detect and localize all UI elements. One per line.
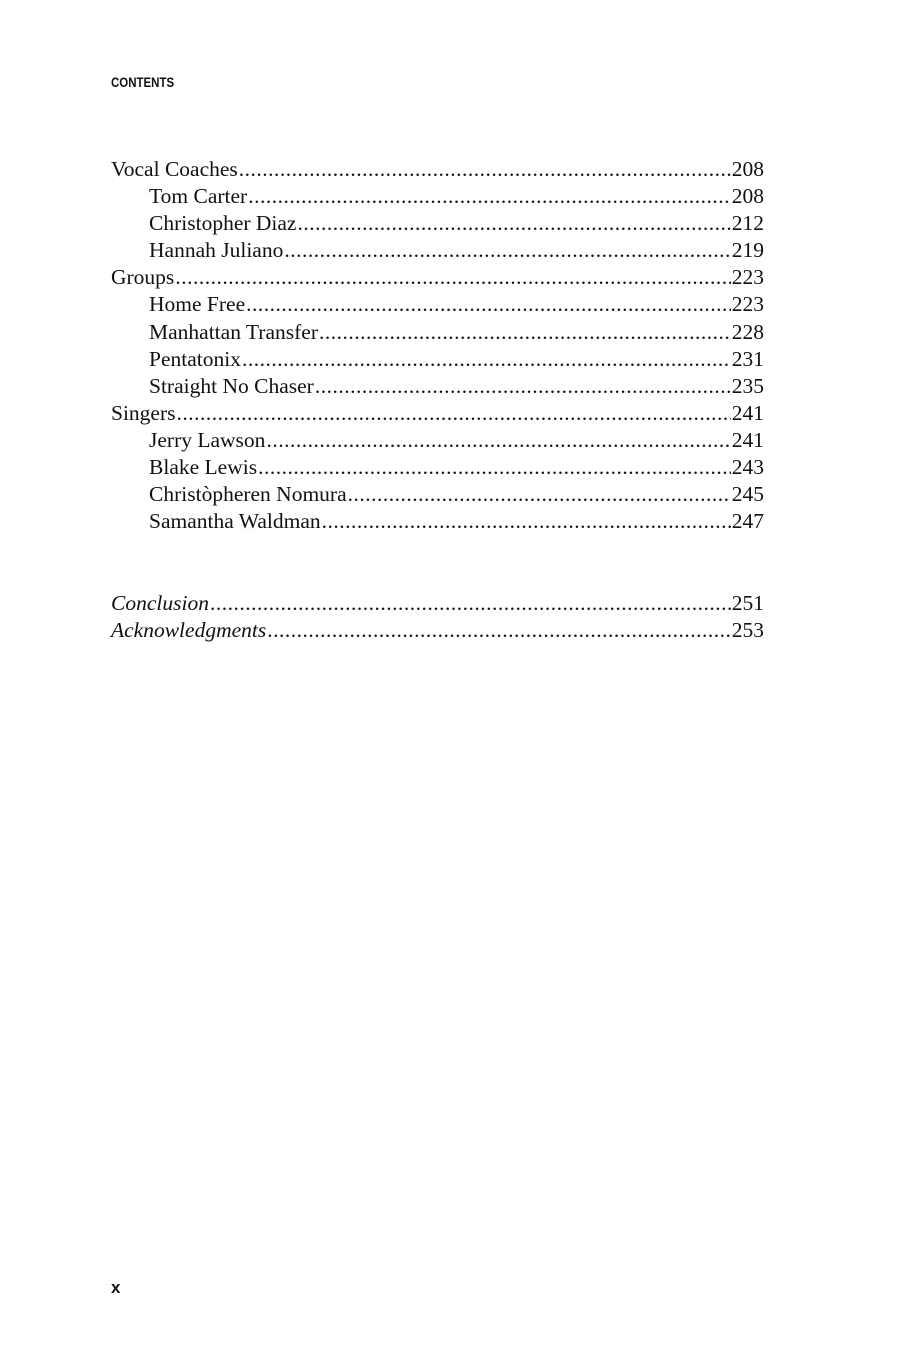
toc-entry-title: Christopher Diaz bbox=[149, 211, 297, 236]
dot-leader bbox=[348, 481, 731, 508]
toc-entry-page: 247 bbox=[731, 509, 764, 534]
toc-entry-page: 241 bbox=[731, 427, 764, 452]
toc-entry-tom-carter bbox=[111, 183, 764, 210]
toc-entry-title: Manhattan Transfer bbox=[149, 319, 318, 344]
toc-back-matter-section bbox=[111, 590, 764, 644]
toc-entry-page: 253 bbox=[731, 618, 764, 643]
toc-entry-singers bbox=[111, 400, 764, 427]
dot-leader bbox=[175, 264, 730, 291]
toc-entry-manhattan-transfer bbox=[111, 319, 764, 346]
toc-entry-christopheren-nomura bbox=[111, 481, 764, 508]
toc-entry-jerry-lawson bbox=[111, 427, 764, 454]
toc-entry-title: Hannah Juliano bbox=[149, 238, 284, 263]
toc-entry-christopher-diaz bbox=[111, 210, 764, 237]
toc-entry-page: 219 bbox=[731, 238, 764, 263]
toc-entry-straight-no-chaser bbox=[111, 373, 764, 400]
toc-entry-page: 231 bbox=[731, 346, 764, 371]
toc-entry-conclusion bbox=[111, 590, 764, 617]
toc-entry-page: 243 bbox=[731, 455, 764, 480]
toc-entry-page: 223 bbox=[731, 265, 764, 290]
toc-entry-title: Groups bbox=[111, 265, 175, 290]
running-head: CONTENTS bbox=[111, 74, 175, 90]
dot-leader bbox=[246, 291, 731, 318]
toc-entry-acknowledgments bbox=[111, 617, 764, 644]
toc-entry-title: Singers bbox=[111, 400, 176, 425]
toc-entry-page: 208 bbox=[731, 157, 764, 181]
dot-leader bbox=[258, 454, 731, 481]
page-folio: x bbox=[111, 1278, 121, 1297]
toc-entry-page: 245 bbox=[731, 482, 764, 507]
toc-entry-page: 223 bbox=[731, 292, 764, 317]
dot-leader bbox=[177, 400, 731, 427]
dot-leader bbox=[322, 508, 731, 535]
toc-entry-blake-lewis bbox=[111, 454, 764, 481]
toc-entry-title: Home Free bbox=[149, 292, 246, 317]
dot-leader bbox=[210, 590, 731, 617]
dot-leader bbox=[267, 617, 731, 644]
toc-entry-page: 212 bbox=[731, 211, 764, 236]
toc-entry-vocal-coaches bbox=[111, 156, 764, 183]
toc-entry-hannah-juliano bbox=[111, 237, 764, 264]
dot-leader bbox=[239, 156, 731, 183]
toc-main-section bbox=[111, 156, 764, 535]
dot-leader bbox=[319, 319, 731, 346]
toc-entry-title: Blake Lewis bbox=[149, 455, 258, 480]
toc-entry-page: 208 bbox=[731, 184, 764, 209]
toc-entry-title: Conclusion bbox=[111, 591, 209, 615]
toc-entry-page: 241 bbox=[731, 400, 764, 425]
dot-leader bbox=[266, 427, 730, 454]
toc-entry-groups bbox=[111, 264, 764, 291]
dot-leader bbox=[242, 346, 731, 373]
toc-entry-home-free bbox=[111, 291, 764, 318]
toc-entry-samantha-waldman bbox=[111, 508, 764, 535]
toc-entry-pentatonix bbox=[111, 346, 764, 373]
toc-entry-page: 251 bbox=[731, 591, 764, 615]
dot-leader bbox=[248, 183, 731, 210]
toc-entry-title: Christòpheren Nomura bbox=[149, 482, 347, 507]
toc-entry-title: Samantha Waldman bbox=[149, 509, 321, 534]
toc-entry-title: Acknowledgments bbox=[111, 618, 267, 643]
toc-entry-title: Vocal Coaches bbox=[111, 157, 238, 181]
toc-entry-title: Pentatonix bbox=[149, 346, 241, 371]
toc-entry-title: Tom Carter bbox=[149, 184, 248, 209]
dot-leader bbox=[297, 210, 730, 237]
toc-entry-page: 228 bbox=[731, 319, 764, 344]
toc-entry-title: Straight No Chaser bbox=[149, 373, 314, 398]
dot-leader bbox=[315, 373, 731, 400]
toc-entry-title: Jerry Lawson bbox=[149, 427, 266, 452]
dot-leader bbox=[284, 237, 730, 264]
toc-entry-page: 235 bbox=[731, 373, 764, 398]
